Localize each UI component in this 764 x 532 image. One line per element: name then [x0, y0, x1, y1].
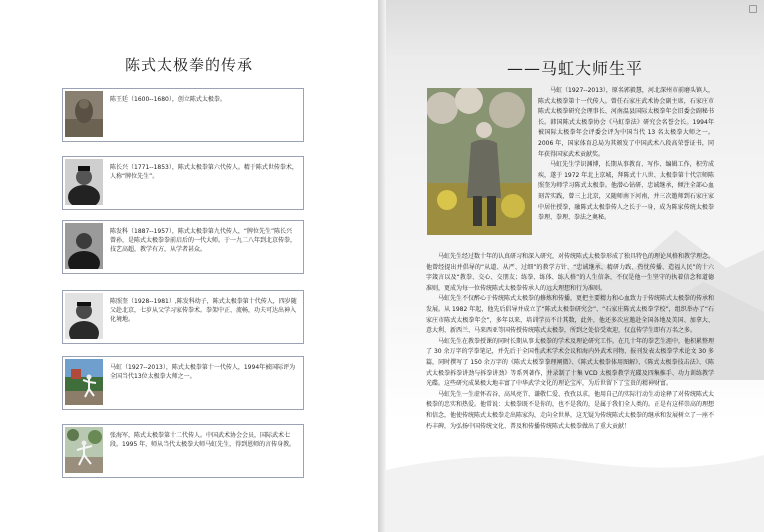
lineage-entry-text: 马虹（1927--2013），陈式太极拳第十一代传人，1994年被国际评为全国当代13位太极拳大师之一。	[110, 364, 296, 380]
bio-paragraph: 马虹先生一生虚怀若谷、高风亮节、谦敬仁爱、孜孜以求，他用自己的实际行动生动诠释了对传统陈式太极拳的忠实和热爱。他常说：太极拳既不是你的，也不是我的，是属于我们全人类的。正是有这样崇高的理想和信念，他使传统陈式太极拳走出陈家沟，走向全世界，这无疑为传统陈式太极拳的继承和发展树立了一座不朽丰碑，为弘扬中国传统文化、普及和传播传统陈式太极拳做出了重大贡献！	[426, 390, 715, 430]
bio-paragraph: 马虹先生经过数十年的认真研习和深入研究，对传统陈式太极拳形成了独具特色的理论风格和教学理念。他曾经提出并倡导的“从道、从严、过细”的教学方针、“忠诚继承、精研力践、热忱传播、造福人民”的十六字箴言以及“教拳、交心、交朋友；练拳、练体、练人格”的人生信条，不仅是他一生坚守的执着信念和道德准则，更成为每一位传统陈式太极拳传承人的远大理想和行为准则。	[426, 253, 715, 292]
lineage-entry	[62, 156, 304, 210]
portrait-chen-zhaokui	[65, 293, 103, 339]
portrait-chen-changxing	[65, 159, 103, 205]
lineage-entry-text: 陈长兴（1771--1853），陈式太极拳第六代传人。精于陈式世传拳术，人称“牌位先生”。	[110, 164, 298, 180]
photo-zhang-haijun-practicing	[65, 427, 103, 473]
portrait-chen-fake	[65, 223, 103, 269]
lineage-entry	[62, 356, 304, 410]
bio-paragraph: 马虹先生在教拳授课的同时长期从事太极拳的学术及理论研究工作。在几十年的拳艺生涯中，他积累整理了 30 余万字的学拳笔记，并先后于全国性武术学术会议和海内外武术刊物、报刊发表太极拳学术论文 30 多篇，同时撰写了 150 余万字的《陈式太极拳拳理阐微》、《陈式太极拳体用图解》、《陈式太极拳技击法》、《陈式太极拳拆拳讲劲与拆拳讲劲》等系列著作，并录制了十集 VCD 太极拳教学光碟及四集推手、功力训练教学光碟。这些研究成果极大地丰富了中华武学文化的理论宝库，为后世留下了宝贵的精神财富。	[426, 337, 715, 388]
lineage-entry	[62, 88, 304, 142]
left-page-title: 陈式太极拳的传承	[124, 56, 253, 74]
photo-ma-hong-practicing	[65, 359, 103, 405]
page-corner-mark	[749, 5, 757, 13]
bio-paragraph: 马虹先生不仅醉心于传统陈式太极拳的修炼和传播，更把主要精力和心血致力于传统陈式太极拳的传承和发展。从 1982 年起，他先后倡导并成立了“陈式太极拳研究会”、“石家庄陈式太极拳学校”，组织举办了“石家庄市陈式太极拳年会”，多年以来，培训学员不计其数，此外，他还多次应邀赴全国各地及美国、加拿大、意大利、新西兰、马来西亚等国传授传统陈式太极拳，所到之处倍受欢迎，仅直传学生即有万名之多。	[426, 295, 715, 335]
right-page-title: ——马虹大师生平	[506, 59, 643, 78]
bio-intro	[538, 86, 714, 224]
lineage-entry-text: 陈照奎（1928--1981）,陈发科幼子，陈式太极拳第十代传人，四岁随父赴北京，七岁从父学习家传拳术。拳架中正、流畅，功夫可达出神入化境地。	[110, 298, 297, 323]
photo-ma-hong-portrait	[427, 88, 532, 235]
bio-paragraph: 马虹（1927--2013），原名郭毅慧，河北深州市前磨头镇人，陈式太极拳第十一代传人。曾任石家庄武术协会副主席，石家庄市陈式太极拳研究会理事长、河南温县国际太极拳年会旧委会副秘书长。韩国陈式太极拳协会《马虹拳法》研究会名誉会长。1994年被国际太极拳年会评委会评为中国当代 13 名太极拳大师之一。2006 年，国家体育总局为其颁发了中国武术八段高荣誉证书，同年获得国家武术贡献奖。	[538, 87, 714, 158]
lineage-entry-text: 张海军，陈式太极拳第十二代传人。中国武术协会会员，国际武术七段。1995 年，师从当代太极拳大师马虹先生，得到恩师的言传身教。	[110, 432, 296, 448]
bio-paragraph: 马虹先生学识渊博，长期从事教育、写作、编辑工作，积劳成疾，遂于 1972 年北上京城，拜陈式十八世、太极拳第十代宗师陈照奎为师学习陈式太极拳。他潜心钻研、忠诚继承，倾注全部心血刻苦实践，曾三上北京，又随师南下河南，并三次邀师到石家庄家中居住授拳，融陈式太极拳传人之长于一身，成为陈家传统太极拳拳理、拳理、拳法之奥秘。	[538, 161, 714, 222]
portrait-chen-wangting	[65, 91, 103, 137]
lineage-entry	[62, 424, 304, 478]
lineage-entry-text: 陈发科（1887--1957），陈式太极拳第九代传人，“牌位先生”陈长兴曾孙，是陈式太极拳拳前启后的一代大师。于一九二八年到北京传拳，技艺高超，教学有方，从学者甚众。	[110, 228, 297, 253]
lineage-entry	[62, 220, 304, 274]
lineage-entry-text: 陈王廷（1600--1680），创立陈式太极拳。	[110, 96, 226, 103]
page-gutter	[378, 0, 386, 532]
lineage-entry	[62, 290, 304, 344]
bio-body	[426, 252, 714, 432]
